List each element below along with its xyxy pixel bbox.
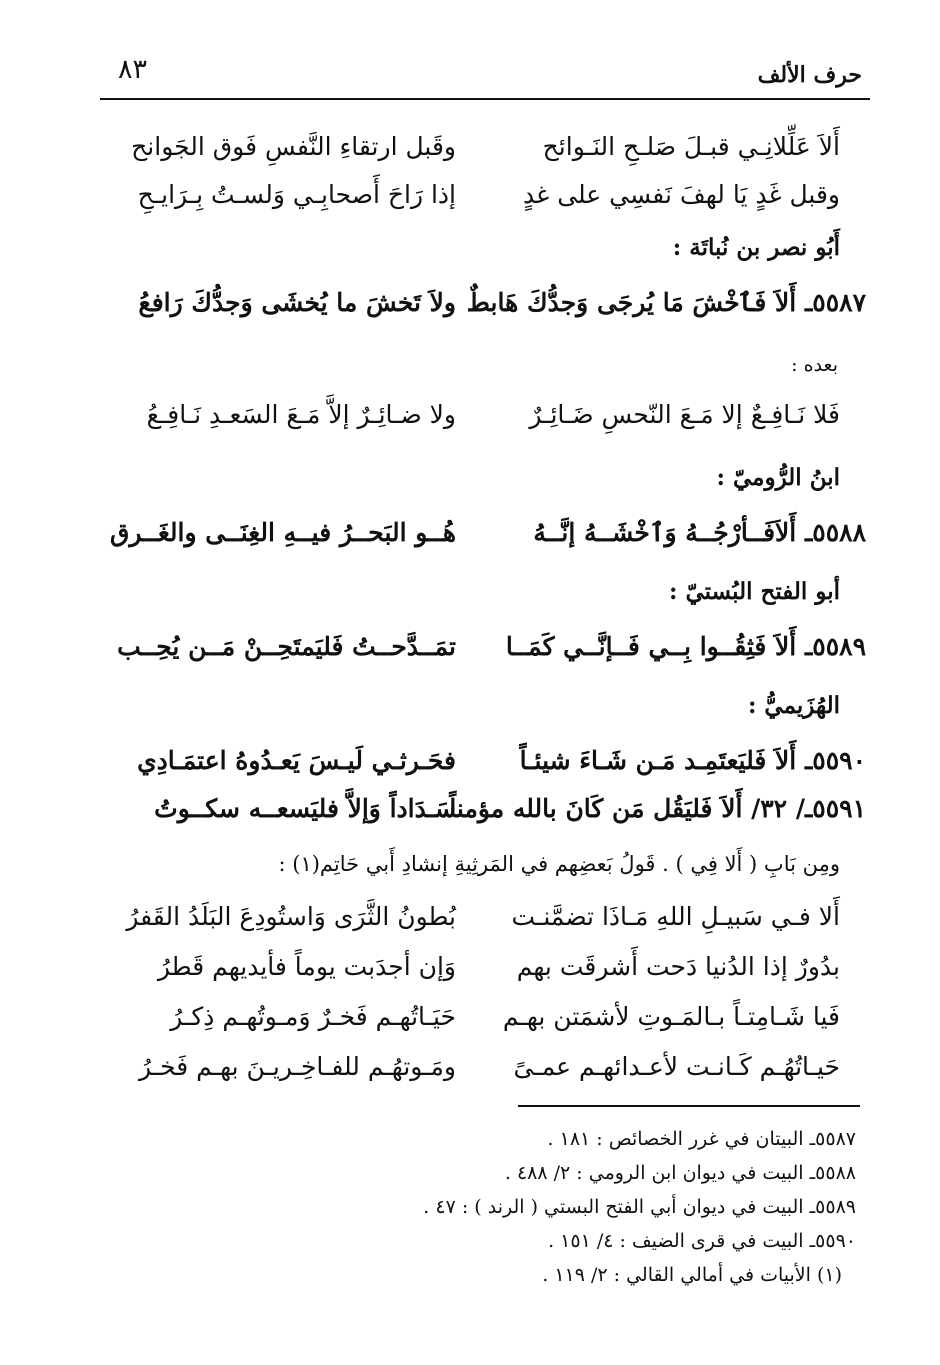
- verse-hemistich-left: ولا ضـائِـرٌ إلاَّ مَـعَ السَعـدِ نَـافِـعُ: [146, 400, 456, 429]
- elegy-hemistich-left: بُطونُ الثَّرَى وَاستُودِعَ البَلَدُ القَفرُ: [126, 902, 456, 931]
- verse-5590-right: ٥٥٩٠ـ أَلاَ فَليَعتَمِـد مَـن شَـاءَ شيئـاً: [519, 746, 866, 775]
- verse-5587-left: ولاَ تَخشَ ما يُخشَى وَجدُّكَ رَافعُ: [138, 288, 456, 317]
- verse-5591-left: سَـدَاداً وَإلاَّ فليَسعــه سكــوتُ: [154, 794, 456, 823]
- elegy-hemistich-right: بدُورٌ إذا الدُنيا دَحت أَشرقَت بهم: [516, 952, 840, 981]
- verse-hemistich-left: وقَبل ارتقاءِ النَّفسِ فَوق الجَوانح: [131, 132, 456, 161]
- footnote: ٥٥٨٩ـ البيت في ديوان أبي الفتح البستي ( الرند ) : ٤٧ .: [423, 1196, 856, 1218]
- elegy-hemistich-left: حَيَـاتُهـم فَخـرٌ وَمـوتُهـم ذِكـرُ: [170, 1002, 456, 1031]
- verse-5588-left: هُــو البَحــرُ فيــهِ الغِنَــى والغَــرق: [110, 518, 456, 547]
- elegy-hemistich-right: أَلا فـي سَبيـلِ اللهِ مَـاذَا تضمَّنـت: [511, 902, 840, 931]
- poet-attribution: ابنُ الرُّوميّ :: [716, 464, 840, 491]
- footnote: ٥٥٩٠ـ البيت في قرى الضيف : ٤/ ١٥١ .: [548, 1230, 856, 1252]
- poet-attribution: أبو الفتح البُستيّ :: [669, 578, 840, 605]
- header-rule: [100, 98, 870, 100]
- note-after: بعده :: [791, 354, 838, 376]
- footnote-rule: [518, 1105, 860, 1107]
- footnote: ٥٥٨٨ـ البيت في ديوان ابن الرومي : ٢/ ٤٨٨ .: [504, 1162, 856, 1184]
- verse-hemistich-right: فَلا نَـافِـعٌ إلا مَـعَ النّحسِ ضَـائِـرٌ: [529, 400, 840, 429]
- poet-attribution: أَبُو نصر بن نُباتَة :: [672, 234, 840, 261]
- elegy-hemistich-left: وَإن أجدَبت يوماً فأيديهم قَطرُ: [157, 952, 456, 981]
- elegy-hemistich-left: ومَـوتهُـم للفـاخِـريـنَ بهـم فَخـرُ: [138, 1052, 456, 1081]
- verse-5591-right: ٥٥٩١ـ/ ٣٢/ أَلاَ فَليَقُل مَن كَانَ بالله مؤمناً: [449, 794, 866, 823]
- verse-5590-left: فحَـرثـي لَيـسَ يَعـدُوهُ اعتمَـادِي: [137, 746, 456, 775]
- verse-5589-left: تمَــدَّحــتُ فَليَمتَحِــنْ مَــن يُحِــب: [117, 632, 456, 661]
- verse-hemistich-right: وقبل غَدٍ يَا لهفَ نَفسِي على غدٍ: [523, 180, 840, 209]
- elegy-hemistich-right: حَيـاتُهُـم كَـانـت لأعـدائهـم عمـىً: [513, 1052, 840, 1081]
- verse-hemistich-right: أَلاَ عَلِّلانِـي قبـلَ صَلـحِ النَـوائح: [542, 132, 840, 161]
- footnote: (١) الأبيات في أمالي القالي : ٢/ ١١٩ .: [542, 1264, 842, 1286]
- elegy-hemistich-right: فَيا شَـامِتـاً بـالمَـوتِ لأشمَتن بهـم: [502, 1002, 840, 1031]
- page-number: ٨٣: [118, 54, 148, 85]
- running-header-title: حرف الألف: [757, 62, 862, 88]
- verse-hemistich-left: إذا رَاحَ أَصحابِـي وَلسـتُ بِـرَايـحِ: [137, 180, 456, 209]
- verse-5587-right: ٥٥٨٧ـ أَلاَ فَٱخْشَ مَا يُرجَى وَجدُّكَ هَابطٌ: [466, 288, 866, 317]
- verse-5589-right: ٥٥٨٩ـ أَلاَ فَثِقُــوا بِــي فَــإنَّــي كَمَــا: [505, 632, 866, 661]
- verse-5588-right: ٥٥٨٨ـ أَلاَفَــأرْجُــهُ وَٱخْشَــهُ إنَّــهُ: [533, 518, 866, 547]
- poet-attribution: الهُزَيميُّ :: [747, 692, 840, 719]
- section-intro: ومِن بَابِ ( أَلا فِي ) . قَولُ بَعضِهم في المَرثِيةِ إنشادِ أَبي حَاتِم(١) :: [278, 852, 840, 876]
- footnote: ٥٥٨٧ـ البيتان في غرر الخصائص : ١٨١ .: [547, 1128, 856, 1150]
